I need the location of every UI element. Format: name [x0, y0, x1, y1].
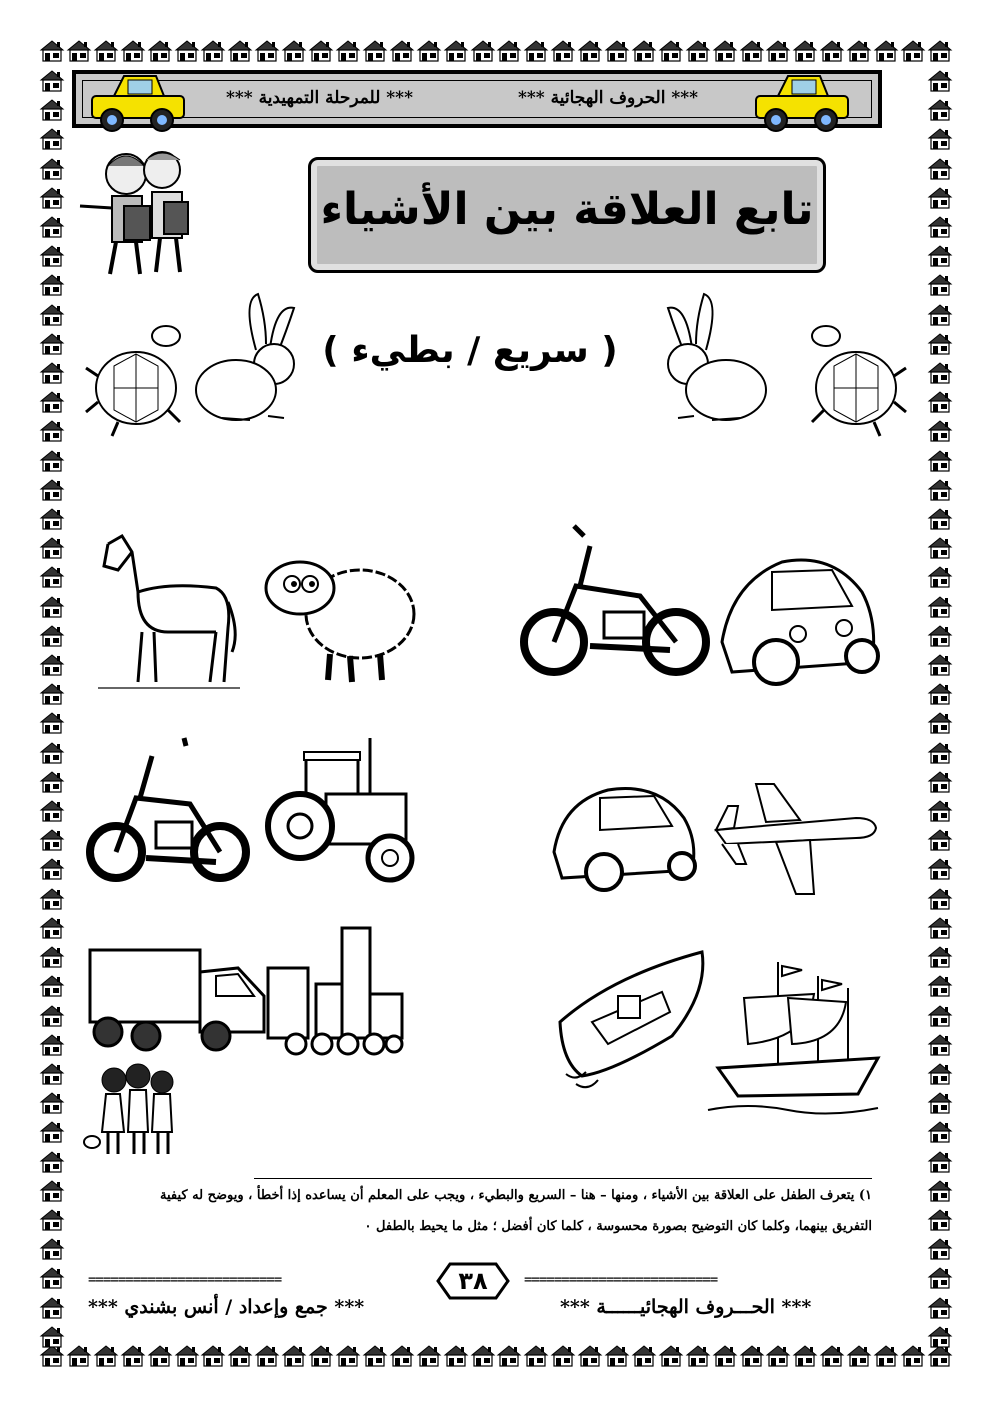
- house-icon: [40, 946, 64, 968]
- house-icon: [928, 1034, 952, 1056]
- children-with-schoolbags-picture: [76, 146, 206, 278]
- house-icon: [928, 70, 952, 92]
- title-box: [308, 157, 826, 273]
- speedboat-picture: [552, 952, 710, 1092]
- house-icon: [40, 1092, 64, 1114]
- house-icon: [40, 274, 64, 296]
- house-icon: [40, 625, 64, 647]
- house-icon: [928, 596, 952, 618]
- house-icon: [928, 625, 952, 647]
- house-icon: [874, 1345, 898, 1367]
- car-picture-right: [712, 552, 882, 694]
- house-icon: [40, 771, 64, 793]
- house-icon: [40, 858, 64, 880]
- house-icon: [390, 1345, 414, 1367]
- house-icon: [928, 274, 952, 296]
- footer-right-text: *** الحـــروف الهجائيــــــة ***: [560, 1296, 812, 1318]
- header-left-text: *** للمرحلة التمهيدية ***: [226, 88, 413, 108]
- house-icon: [524, 1345, 548, 1367]
- footer-left-text: *** جمع وإعداد / أنس بشندي ***: [88, 1296, 365, 1318]
- house-icon: [40, 712, 64, 734]
- house-icon: [40, 216, 64, 238]
- house-icon: [928, 40, 952, 62]
- house-icon: [40, 128, 64, 150]
- house-icon: [40, 479, 64, 501]
- house-icon: [67, 40, 91, 62]
- house-icon: [94, 40, 118, 62]
- house-icon: [928, 1326, 952, 1348]
- house-icon: [928, 946, 952, 968]
- house-icon: [551, 40, 575, 62]
- house-icon: [928, 858, 952, 880]
- house-icon: [40, 304, 64, 326]
- footer-dashes-right: ==========================: [524, 1272, 718, 1288]
- house-icon: [309, 1345, 333, 1367]
- house-icon: [40, 187, 64, 209]
- house-icon: [40, 917, 64, 939]
- house-icon: [928, 1151, 952, 1173]
- train-picture: [266, 924, 408, 1060]
- house-icon: [336, 1345, 360, 1367]
- house-icon: [40, 888, 64, 910]
- sheep-picture: [260, 544, 420, 690]
- house-icon: [40, 333, 64, 355]
- house-icon: [40, 40, 64, 62]
- house-icon: [632, 1345, 656, 1367]
- house-icon: [928, 420, 952, 442]
- motorcycle-picture-left: [86, 738, 252, 888]
- house-icon: [766, 1345, 790, 1367]
- page-title: تابع العلاقة بين الأشياء: [320, 184, 814, 235]
- house-icon: [928, 917, 952, 939]
- house-icon: [309, 40, 333, 62]
- house-icon: [444, 40, 468, 62]
- house-icon: [121, 40, 145, 62]
- house-icon: [40, 391, 64, 413]
- house-icon: [175, 40, 199, 62]
- house-icon: [928, 450, 952, 472]
- house-icon: [282, 40, 306, 62]
- house-icon: [40, 1345, 64, 1367]
- house-icon: [928, 1297, 952, 1319]
- house-icon: [282, 1345, 306, 1367]
- house-icon: [740, 40, 764, 62]
- footer-dashes-left: ==========================: [88, 1272, 282, 1288]
- house-icon: [632, 40, 656, 62]
- house-icon: [40, 99, 64, 121]
- airplane-picture: [716, 784, 876, 896]
- house-icon: [40, 420, 64, 442]
- house-icon: [40, 596, 64, 618]
- house-icon: [713, 40, 737, 62]
- horse-picture: [98, 532, 240, 692]
- house-icon: [40, 245, 64, 267]
- house-icon: [740, 1345, 764, 1367]
- house-icon: [928, 975, 952, 997]
- house-icon: [686, 40, 710, 62]
- house-icon: [40, 70, 64, 92]
- border-left: [40, 70, 66, 1348]
- note-line-1: ١) يتعرف الطفل على العلاقة بين الأشياء ، ومنها – هنا – السريع والبطيء ، ويجب على المعلم أن يساعده إذا أخطأ ، ويوضح له كيفية: [160, 1188, 872, 1203]
- house-icon: [148, 1345, 172, 1367]
- rabbit-picture-left: [192, 290, 304, 430]
- house-icon: [40, 450, 64, 472]
- turtle-picture-left: [84, 318, 194, 442]
- note-separator: [254, 1178, 872, 1179]
- house-icon: [928, 800, 952, 822]
- house-icon: [928, 1238, 952, 1260]
- header-right-text: *** الحروف الهجائية ***: [518, 88, 699, 108]
- house-icon: [40, 1121, 64, 1143]
- house-icon: [40, 362, 64, 384]
- house-icon: [605, 40, 629, 62]
- house-icon: [928, 128, 952, 150]
- border-right: [928, 70, 954, 1348]
- house-icon: [201, 1345, 225, 1367]
- house-icon: [40, 1238, 64, 1260]
- house-icon: [659, 40, 683, 62]
- rabbit-picture-right: [658, 290, 770, 430]
- house-icon: [94, 1345, 118, 1367]
- house-icon: [686, 1345, 710, 1367]
- house-icon: [928, 1180, 952, 1202]
- house-icon: [40, 1151, 64, 1173]
- house-icon: [928, 771, 952, 793]
- house-icon: [928, 1209, 952, 1231]
- subtitle: ( سريع / بطيء ): [322, 330, 618, 371]
- house-icon: [928, 1121, 952, 1143]
- house-icon: [901, 40, 925, 62]
- tractor-picture: [266, 738, 420, 884]
- motorcycle-picture-right: [520, 526, 712, 676]
- truck-icon-right: [748, 70, 858, 138]
- car-picture-middle: [548, 782, 702, 894]
- house-icon: [417, 1345, 441, 1367]
- house-icon: [928, 508, 952, 530]
- house-icon: [255, 40, 279, 62]
- house-icon: [793, 40, 817, 62]
- house-icon: [928, 245, 952, 267]
- house-icon: [928, 654, 952, 676]
- house-icon: [928, 1267, 952, 1289]
- house-icon: [928, 158, 952, 180]
- house-icon: [928, 362, 952, 384]
- house-icon: [444, 1345, 468, 1367]
- house-icon: [928, 479, 952, 501]
- house-icon: [255, 1345, 279, 1367]
- house-icon: [40, 1326, 64, 1348]
- house-icon: [928, 712, 952, 734]
- page-number: ٣٨: [458, 1267, 488, 1295]
- house-icon: [524, 40, 548, 62]
- house-icon: [928, 1005, 952, 1027]
- house-icon: [40, 566, 64, 588]
- house-icon: [40, 537, 64, 559]
- house-icon: [847, 1345, 871, 1367]
- house-icon: [67, 1345, 91, 1367]
- house-icon: [928, 537, 952, 559]
- house-icon: [928, 187, 952, 209]
- house-icon: [497, 1345, 521, 1367]
- house-icon: [40, 1267, 64, 1289]
- house-icon: [363, 1345, 387, 1367]
- house-icon: [793, 1345, 817, 1367]
- house-icon: [928, 333, 952, 355]
- house-icon: [40, 800, 64, 822]
- house-icon: [175, 1345, 199, 1367]
- house-icon: [121, 1345, 145, 1367]
- house-icon: [40, 654, 64, 676]
- house-icon: [40, 158, 64, 180]
- house-icon: [713, 1345, 737, 1367]
- truck-picture: [88, 936, 268, 1060]
- house-icon: [40, 1005, 64, 1027]
- house-icon: [928, 1092, 952, 1114]
- house-icon: [390, 40, 414, 62]
- house-icon: [928, 1063, 952, 1085]
- house-icon: [40, 1180, 64, 1202]
- house-icon: [928, 566, 952, 588]
- house-icon: [336, 40, 360, 62]
- house-icon: [928, 99, 952, 121]
- house-icon: [820, 1345, 844, 1367]
- house-icon: [228, 40, 252, 62]
- house-icon: [40, 683, 64, 705]
- house-icon: [928, 304, 952, 326]
- house-icon: [928, 683, 952, 705]
- house-icon: [148, 40, 172, 62]
- house-icon: [551, 1345, 575, 1367]
- house-icon: [766, 40, 790, 62]
- truck-icon-left: [84, 70, 194, 138]
- house-icon: [201, 40, 225, 62]
- house-icon: [928, 391, 952, 413]
- house-icon: [928, 829, 952, 851]
- house-icon: [820, 40, 844, 62]
- house-icon: [417, 40, 441, 62]
- house-icon: [578, 1345, 602, 1367]
- house-icon: [40, 1063, 64, 1085]
- house-icon: [497, 40, 521, 62]
- house-icon: [471, 40, 495, 62]
- turtle-picture-right: [792, 318, 908, 442]
- house-icon: [901, 1345, 925, 1367]
- house-icon: [578, 40, 602, 62]
- border-bottom: [40, 1345, 952, 1371]
- sailing-ship-picture: [708, 958, 884, 1118]
- border-top: [40, 40, 952, 66]
- house-icon: [928, 888, 952, 910]
- house-icon: [40, 1209, 64, 1231]
- note-line-2: التفريق بينهما، وكلما كان التوضيح بصورة محسوسة ، كلما كان أفضل ؛ مثل ما يحيط بالطفل ٠: [364, 1219, 872, 1234]
- house-icon: [40, 1297, 64, 1319]
- house-icon: [659, 1345, 683, 1367]
- house-icon: [874, 40, 898, 62]
- house-icon: [847, 40, 871, 62]
- group-of-children-picture: [82, 1062, 182, 1158]
- house-icon: [363, 40, 387, 62]
- house-icon: [40, 742, 64, 764]
- house-icon: [40, 508, 64, 530]
- house-icon: [928, 1345, 952, 1367]
- house-icon: [928, 742, 952, 764]
- house-icon: [40, 1034, 64, 1056]
- house-icon: [928, 216, 952, 238]
- house-icon: [471, 1345, 495, 1367]
- house-icon: [40, 975, 64, 997]
- house-icon: [40, 829, 64, 851]
- house-icon: [228, 1345, 252, 1367]
- house-icon: [605, 1345, 629, 1367]
